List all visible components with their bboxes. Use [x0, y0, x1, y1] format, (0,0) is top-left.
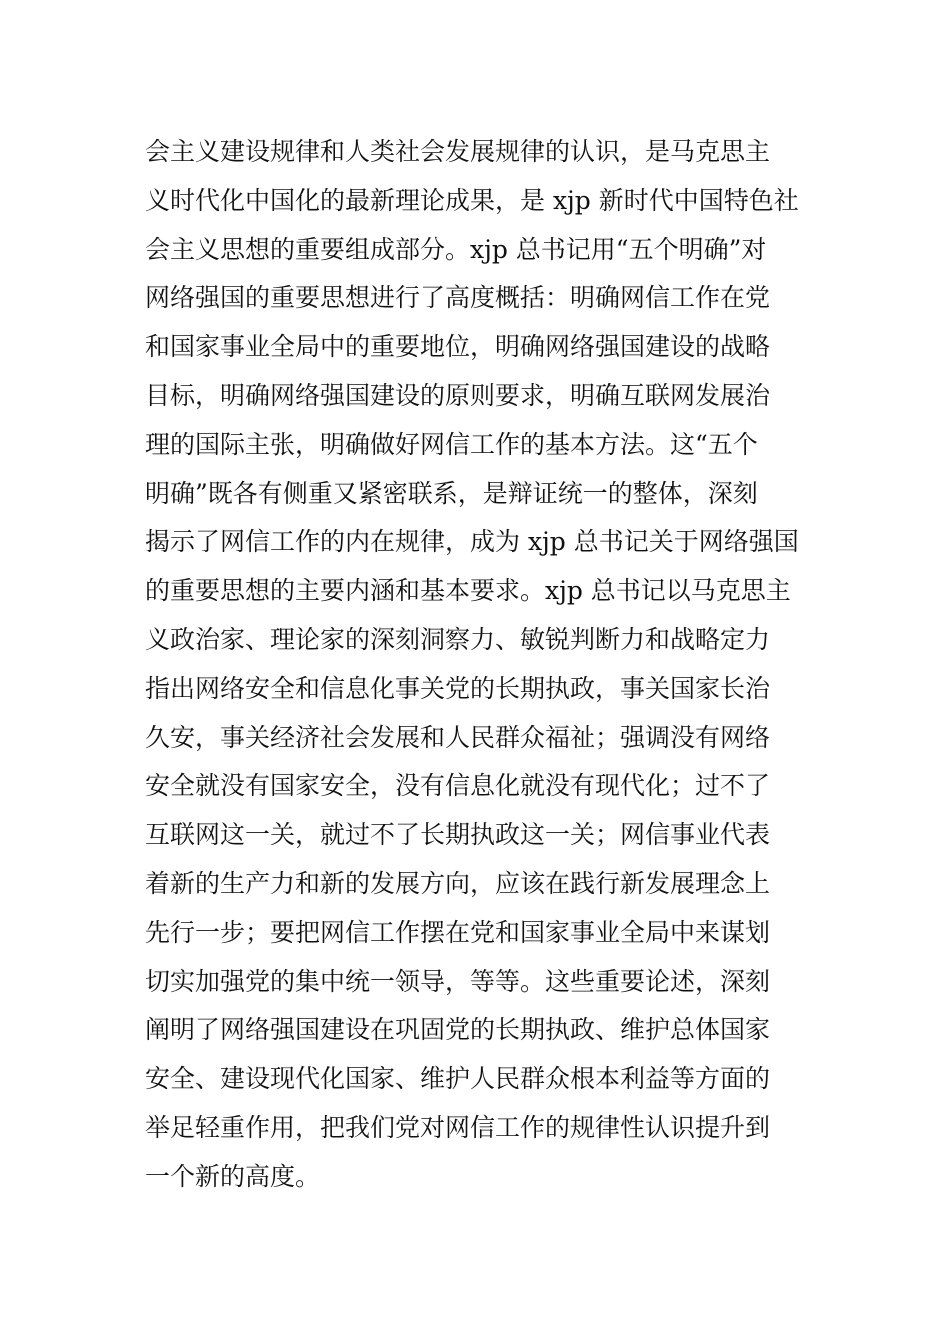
paragraph-line: 网络强国的重要思想进行了高度概括：明确网信工作在党 [145, 283, 771, 313]
paragraph-line: 一个新的高度。 [145, 1161, 321, 1191]
paragraph-line: 阐明了网络强国建设在巩固党的长期执政、维护总体国家 [145, 1015, 771, 1045]
paragraph-line: 久安，事关经济社会发展和人民群众福祉；强调没有网络 [145, 722, 771, 752]
paragraph-line: 先行一步；要把网信工作摆在党和国家事业全局中来谋划 [145, 917, 771, 947]
paragraph-line: 会主义建设规律和人类社会发展规律的认识，是马克思主 [145, 137, 771, 166]
paragraph-line: 和国家事业全局中的重要地位，明确网络强国建设的战略 [145, 332, 771, 362]
paragraph-line: 的重要思想的主要内涵和基本要求。xjp 总书记以马克思主 [145, 576, 791, 606]
paragraph-line: 安全就没有国家安全，没有信息化就没有现代化；过不了 [145, 771, 771, 801]
paragraph-line: 互联网这一关，就过不了长期执政这一关；网信事业代表 [145, 820, 771, 850]
paragraph-line: 指出网络安全和信息化事关党的长期执政，事关国家长治 [145, 673, 771, 703]
paragraph-line: 着新的生产力和新的发展方向，应该在践行新发展理念上 [145, 868, 771, 898]
paragraph-line: 理的国际主张，明确做好网信工作的基本方法。这“五个 [145, 429, 758, 459]
paragraph-line: 义政治家、理论家的深刻洞察力、敏锐判断力和战略定力 [145, 624, 771, 654]
paragraph-line: 明确”既各有侧重又紧密联系，是辩证统一的整体，深刻 [145, 478, 758, 508]
paragraph-line: 切实加强党的集中统一领导，等等。这些重要论述，深刻 [145, 966, 771, 996]
paragraph-line: 目标，明确网络强国建设的原则要求，明确互联网发展治 [145, 380, 771, 410]
paragraph-line: 揭示了网信工作的内在规律，成为 xjp 总书记关于网络强国 [145, 527, 799, 557]
paragraph-line: 举足轻重作用，把我们党对网信工作的规律性认识提升到 [145, 1112, 771, 1142]
paragraph-line: 义时代化中国化的最新理论成果，是 xjp 新时代中国特色社 [145, 185, 799, 215]
paragraph-line: 安全、建设现代化国家、维护人民群众根本利益等方面的 [145, 1064, 771, 1094]
body-paragraph [145, 128, 815, 1202]
paragraph-line: 会主义思想的重要组成部分。xjp 总书记用“五个明确”对 [145, 234, 767, 264]
